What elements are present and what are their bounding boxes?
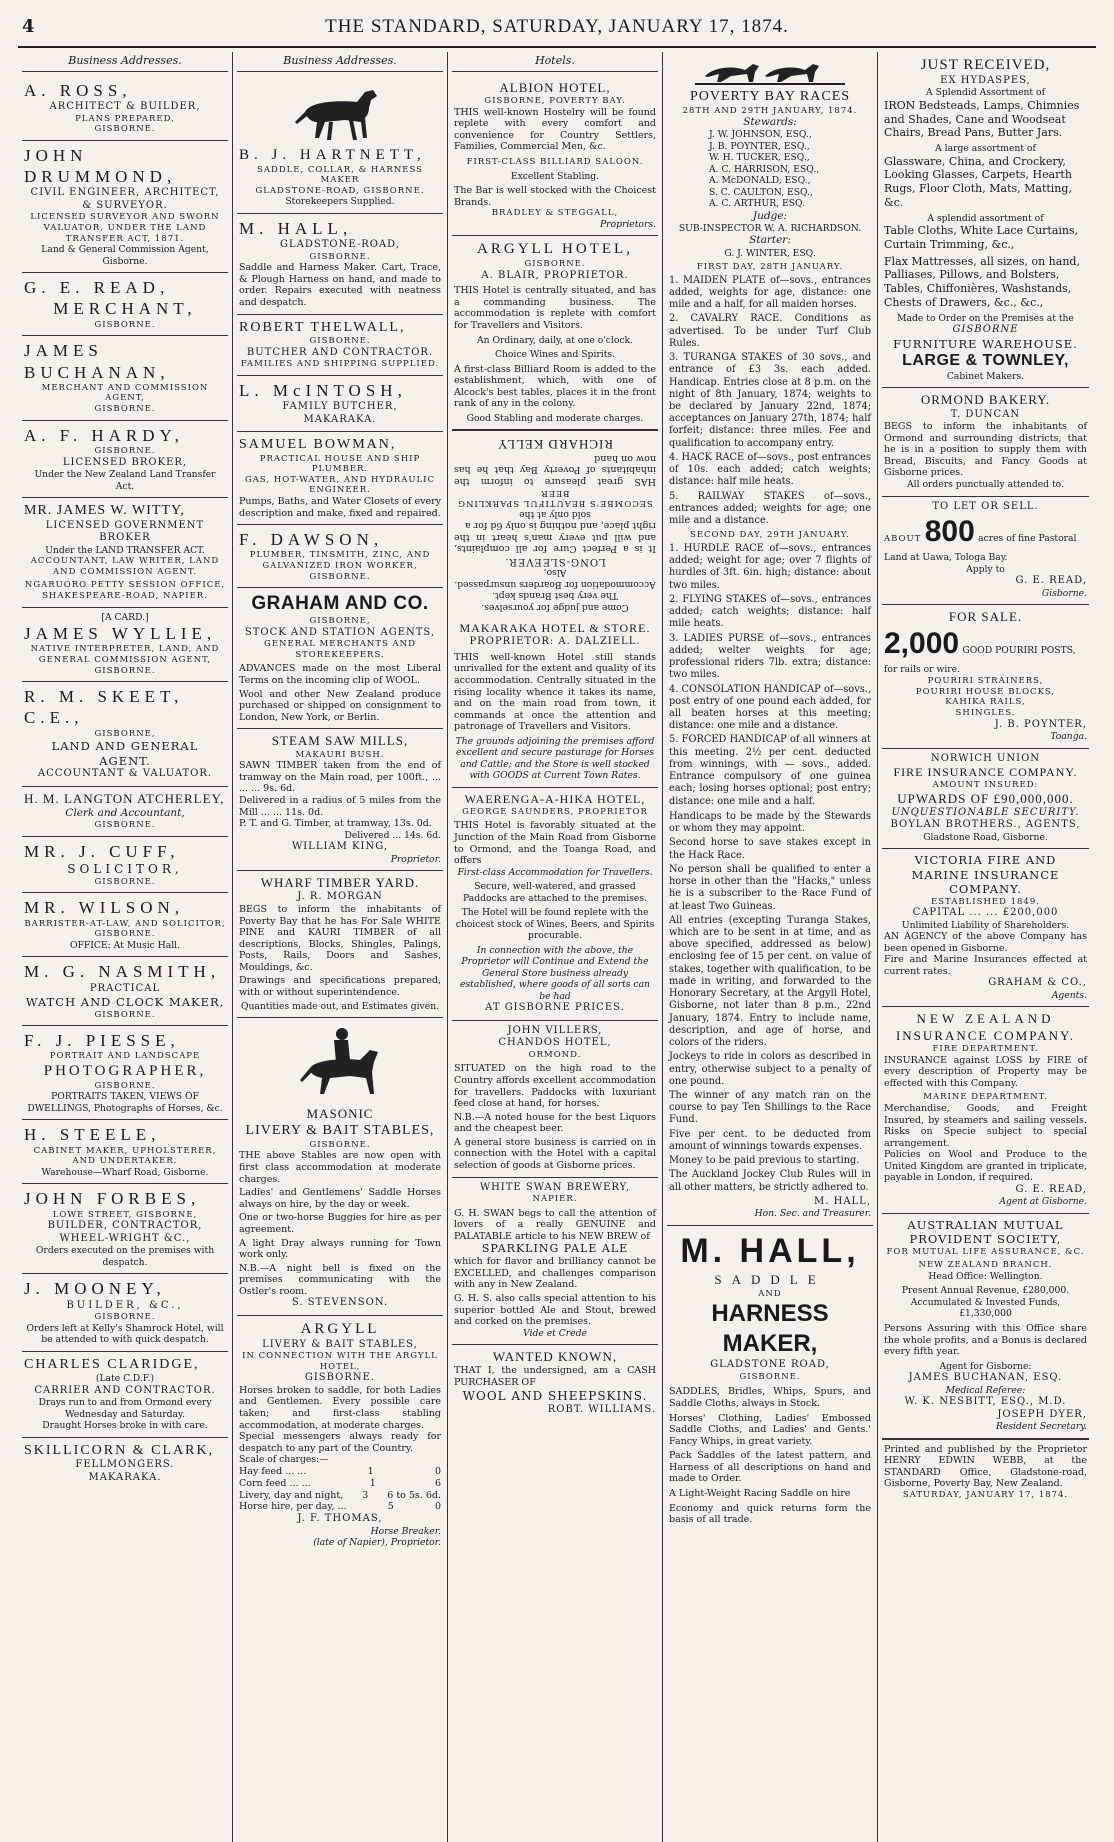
- race-item: 5. FORCED HANDICAP of all winners at this meeting. 2½ per cent. deducted from winnings, with — sovs., added. Entrance compulsory of one guinea each; losing horses optional; post entry; distance: one mile and a half.: [669, 734, 871, 807]
- ad-wanted: WANTED KNOWN, THAT I, the undersigned, am a CASH PURCHASER OF WOOL AND SHEEPSKINS. ROBT. WILLIAMS.: [454, 1349, 656, 1415]
- ad-cuff: MR. J. CUFF, SOLICITOR, GISBORNE.: [22, 837, 228, 894]
- ad-ross: A. ROSS, ARCHITECT & BUILDER, PLANS PREPARED, GISBORNE.: [22, 76, 228, 141]
- price-row: [239, 1490, 441, 1502]
- column-heading: Business Addresses.: [22, 52, 228, 72]
- ad-makaraka-hotel: MAKARAKA HOTEL & STORE. PROPRIETOR: A. DALZIELL. THIS well-known Hotel still stands unrivalled for the extent and quality of its accommodation. Centrally situated in the rising locality whence it takes its name, and on the main road from town, it commands at once the attention and patronage of Travellers and Visitors. The grounds adjoining the premises afford excellent and secure pasturage for Horses and Cattle; and the Store is well stocked with GOODS at Current Town Rates.: [452, 617, 658, 788]
- race-note: Handicaps to be made by the Stewards or whom they may appoint.: [669, 810, 871, 835]
- ad-skeet: R. M. SKEET, C.E., GISBORNE, LAND AND GENERAL AGENT. ACCOUNTANT & VALUATOR.: [22, 682, 228, 786]
- ad-skillicorn: SKILLICORN & CLARK, FELLMONGERS. MAKARAKA.: [24, 1442, 215, 1483]
- race-item: 5. RAILWAY STAKES of—sovs., entrances added; weights for age; one mile and a distance.: [669, 490, 871, 527]
- ad-amp-society: AUSTRALIAN MUTUAL PROVIDENT SOCIETY, FOR MUTUAL LIFE ASSURANCE, &C. NEW ZEALAND BRANCH. Head Office: Wellington. Present Annual Revenue, £280,000. Accumulated & Invested Funds, £1,330,000 Persons Assuring with this Office share the whole profits, and a Bonus is declared every fifth year. Agent for Gisborne: JAMES BUCHANAN, ESQ. Medical Referee: W. K. NESBITT, ESQ., M.D. JOSEPH DYER, Resident Secretary.: [882, 1214, 1089, 1439]
- page-number: 4: [22, 16, 35, 37]
- ad-kelly-inverted: Come and judge for yourselves. The very best Brands kept. Accommodation for Boarders unsurpassed. Also, LONG-SLEEVER. It is a Perfect Cure for all complaints, and will put every man's heart in the right place, and nothing is only 6d for a sold only at the SECOMBE'S BEAUTIFUL SPARKLING BEER HAS great pleasure to inform the inhabitants of Poverty Bay that he has now on hand RICHARD KELLY: [452, 430, 658, 617]
- ad-for-sale: FOR SALE. 2,000 GOOD POURIRI POSTS, for rails or wire. POURIRI STRAINERS, POURIRI HOUSE BLOCKS, KAHIKA RAILS, SHINGLES. J. B. POYNTER, Toanga.: [882, 605, 1089, 748]
- ad-piesse: F. J. PIESSE, PORTRAIT AND LANDSCAPE PHOTOGRAPHER, GISBORNE. PORTRAITS TAKEN, VIEWS OF DWELLINGS, Photographs of Horses, &c.: [22, 1026, 228, 1120]
- column-4: [663, 52, 878, 1842]
- ad-white-swan: WHITE SWAN BREWERY, NAPIER. G. H. SWAN begs to call the attention of lovers of a really GENUINE and PALATABLE article to his NEW BREW of SPARKLING PALE ALE which for flavor and brilliancy cannot be EXCELLED, and challenges comparison with any in New Zealand. G. H. S. also calls special attention to his superior bottled Ale and Stout, brewed and corked on the premises. Vide et Crede: [452, 1178, 658, 1346]
- day1-races: [669, 275, 871, 528]
- ad-bowman: SAMUEL BOWMAN, PRACTICAL HOUSE AND SHIP PLUMBER. GAS, HOT-WATER, AND HYDRAULIC ENGINEER. Pumps, Baths, and Water Closets of every description and make, fixed and repaired.: [237, 432, 443, 525]
- price-s: 1: [367, 1465, 374, 1477]
- steward-item: S. C. CAULTON, ESQ.,: [709, 186, 813, 198]
- ad-victoria-insurance: VICTORIA FIRE AND MARINE INSURANCE COMPANY. ESTABLISHED 1849. CAPITAL ... ... £200,000 Unlimited Liability of Shareholders. AN AGENCY of the above Company has been opened in Gisborne. Fire and Marine Insurances effected at current rates. GRAHAM & CO., Agents.: [882, 849, 1089, 1007]
- ad-sawmills: STEAM SAW MILLS, MAKAURI BUSH. SAWN TIMBER taken from the end of tramway on the Main road, per 100ft., ... ... ... 9s. 6d. Delivered in a radius of 5 miles from the Mill ... ... 11s. 0d. P. T. and G. Timber, at tramway, 13s. 0d. Delivered ... 14s. 6d. WILLIAM KING, Proprietor.: [237, 729, 443, 871]
- ad-graham: GRAHAM AND CO. GISBORNE, STOCK AND STATION AGENTS, GENERAL MERCHANTS AND STOREKEEPERS. ADVANCES made on the most Liberal Terms on the incoming clip of WOOL. Wool and other New Zealand produce purchased or shipped on consignment to London, New York, or Berlin.: [237, 588, 443, 729]
- race-item: 1. MAIDEN PLATE of—sovs., entrances added, weights for age, distance: one mile and a half, for all maiden horses.: [669, 274, 871, 311]
- ad-buchanan: JAMES BUCHANAN, MERCHANT AND COMMISSION AGENT, GISBORNE.: [22, 336, 228, 420]
- price-d: 0: [434, 1501, 441, 1513]
- ad-steele: H. STEELE, CABINET MAKER, UPHOLSTERER, AND UNDERTAKER. Warehouse—Wharf Road, Gisborne.: [22, 1120, 228, 1184]
- race-note: The winner of any match ran on the course to pay Ten Shillings to the Race Fund.: [669, 1090, 871, 1126]
- rider-illustration: [239, 1024, 441, 1104]
- ad-just-received: JUST RECEIVED, EX HYDASPES, A Splendid Assortment of IRON Bedsteads, Lamps, Chimnies and Shades, Cane and Woodseat Chairs, Bread Pans, Butter Jars. A large assortment of Glassware, China, and Crockery, Looking Glasses, Carpets, Hearth Rugs, Floor Cloth, Mats, Matting, &c. A splendid assortment of Table Cloths, White Lace Curtains, Curtain Trimming, &c., Flax Mattresses, all sizes, on hand, Palliases, Pillows, and Bolsters, Tables, Chiffonières, Washstands, Chests of Drawers, &c., &c., Made to Order on the Premises at the GISBORNE FURNITURE WAREHOUSE. LARGE & TOWNLEY, Cabinet Makers.: [882, 52, 1089, 388]
- steward-item: A. C. ARTHUR, ESQ.: [709, 198, 806, 210]
- ad-norwich-union: NORWICH UNION FIRE INSURANCE COMPANY. AMOUNT INSURED: UPWARDS OF £90,000,000. UNQUESTIONABLE SECURITY. BOYLAN BROTHERS., AGENTS, Gladstone Road, Gisborne.: [882, 749, 1089, 850]
- ad-drummond: JOHN DRUMMOND, CIVIL ENGINEER, ARCHITECT, & SURVEYOR. LICENSED SURVEYOR AND SWORN VALUATOR, UNDER THE LAND TRANSFER ACT, 1871. Land & General Commission Agent, Gisborne.: [22, 141, 228, 273]
- race-horses-illustration: [669, 58, 871, 86]
- column-3: Hotels. ALBION HOTEL, GISBORNE, POVERTY BAY. THIS well-known Hostelry will be found replete with every comfort and convenience for Country Settlers, Families, Commercial Men, &c. FIRST-CLASS BILLIARD SALOON. Excellent Stabling. The Bar is well stocked with the Choicest Brands. BRADLEY & STEGGALL, Proprietors. ARGYLL HOTEL, GISBORNE. A. BLAIR, PROPRIETOR. THIS Hotel is centrally situated, and has a commanding business. The accommodation is replete with comfort for Travellers and Visitors. An Ordinary, daily, at one o'clock. Choice Wines and Spirits. A first-class Billiard Room is added to the establishment, which, with one of Alcock's best tables, places it in the front rank of any in the colony. Good Stabling and moderate charges. Come and judge for yourselves. The very best Brands kept. Accommodation for Boarders unsurpassed. Also, LONG-SLEEVER. It is a Perfect Cure for all complaints, and will put every man's heart in the right place, and nothing is only 6d for a sold only at the SECOMBE'S BEAUTIFUL SPARKLING BEER HAS great pleasure to inform the inhabitants of Poverty Bay that he has now on hand RICHARD KELLY MAKARAKA HOTEL & STORE. PROPRIETOR: A. DALZIELL. THIS well-known Hotel still stands unrivalled for the extent and quality of its accommodation. Centrally situated in the rising locality whence it takes its name, and on the main road from town, it commands at once the attention and patronage of Travellers and Visitors. The grounds adjoining the premises afford excellent and secure pasturage for Horses and Cattle; and the Store is well stocked with GOODS at Current Town Rates. WAERENGA-A-HIKA HOTEL, GEORGE SAUNDERS, PROPRIETOR THIS Hotel is favorably situated at the Junction of the Main Road from Gisborne to Ormond, and the Toanga Road, and offers First-class Accommodation for Travellers. Secure, well-watered, and grassed Paddocks are attached to the premises. The Hotel will be found replete with the choicest stock of Wines, Beers, and Spirits procurable. In connection with the above, the Proprietor will Continue and Extend the General Store business already established, where goods of all sorts can be had AT GISBORNE PRICES. JOHN VILLERS, CHANDOS HOTEL, ORMOND. SITUATED on the high road to the Country affords excellent accommodation for travellers. Paddocks with luxuriant feed close at hand, for horses. N.B.—A noted house for the best Liquors and the cheapest beer. A general store business is carried on in connection with the Hotel with a capital selection of goods at Gisborne prices. WHITE SWAN BREWERY, NAPIER. G. H. SWAN begs to call the attention of lovers of a really GENUINE and PALATABLE article to his NEW BREW of SPARKLING PALE ALE which for flavor and brilliancy cannot be EXCELLED, and challenges comparison with any in New Zealand. G. H. S. also calls special attention to his superior bottled Ale and Stout, brewed and corked on the premises. Vide et Crede WANTED KNOWN, THAT I, the undersigned, am a CASH PURCHASER OF WOOL AND SHEEPSKINS. ROBT. WILLIAMS.: [448, 52, 663, 1842]
- race-note: All entries (excepting Turanga Stakes, which are to be sent in at time, and as above specified, addressed as below) enclosing fee of 15 per cent. on value of stakes, together with qualification, to be made in writing, and forwarded to the Honorary Secretary, at the Argyll Hotel, Gisborne, not later than 8 p.m., 22nd January, 1874. Entry to include name, description, and age of horse, and colors of the riders.: [669, 914, 871, 1049]
- ad-read: G. E. READ, MERCHANT, GISBORNE.: [22, 273, 228, 336]
- steward-item: J. B. POYNTER, ESQ.,: [709, 140, 810, 152]
- steward-item: A. McDONALD, ESQ.,: [709, 175, 811, 187]
- imprint: Printed and published by the Proprietor HENRY EDWIN WEBB, at the STANDARD Office, Gladstone-road, Gisborne, Poverty Bay, New Zealand. SATURDAY, JANUARY 17, 1874.: [882, 1439, 1089, 1506]
- race-note: Second horse to save stakes except in the Hack Race.: [669, 837, 871, 861]
- ad-hardy: A. F. HARDY, GISBORNE. LICENSED BROKER, Under the New Zealand Land Transfer Act.: [22, 421, 228, 498]
- steward-item: J. W. JOHNSON, ESQ.,: [709, 129, 812, 141]
- day2-races: [669, 543, 871, 808]
- ad-mcintosh: L. McINTOSH, FAMILY BUTCHER, MAKARAKA.: [237, 376, 443, 432]
- race-note: Five per cent. to be deducted from amount of winnings towards expenses.: [669, 1128, 871, 1152]
- ad-mooney: J. MOONEY, BUILDER, &C., GISBORNE. Orders left at Kelly's Shamrock Hotel, will be attended to with quick despatch.: [22, 1274, 228, 1351]
- ad-claridge: CHARLES CLARIDGE, (Late C.D.F.) CARRIER AND CONTRACTOR. Drays run to and from Ormond every Wednesday and Saturday. Draught Horses broke in with care.: [22, 1352, 228, 1438]
- column-5: [878, 52, 1093, 1842]
- masthead: [18, 14, 1096, 48]
- column-2: Business Addresses. B. J. HARTNETT, SADDLE, COLLAR, & HARNESS MAKER GLADSTONE-ROAD, GISBORNE. Storekeepers Supplied. M. HALL, GLADSTONE-ROAD, GISBORNE. Saddle and Harness Maker. Cart, Trace, & Plough Harness on hand, and made to order. Repairs executed with neatness and despatch. ROBERT THELWALL, GISBORNE. BUTCHER AND CONTRACTOR. FAMILIES AND SHIPPING SUPPLIED. L. McINTOSH, FAMILY BUTCHER, MAKARAKA. SAMUEL BOWMAN, PRACTICAL HOUSE AND SHIP PLUMBER. GAS, HOT-WATER, AND HYDRAULIC ENGINEER. Pumps, Baths, and Water Closets of every description and make, fixed and repaired. F. DAWSON, PLUMBER, TINSMITH, ZINC, AND GALVANIZED IRON WORKER, GISBORNE. GRAHAM AND CO. GISBORNE, STOCK AND STATION AGENTS, GENERAL MERCHANTS AND STOREKEEPERS. ADVANCES made on the most Liberal Terms on the incoming clip of WOOL. Wool and other New Zealand produce purchased or shipped on consignment to London, New York, or Berlin. STEAM SAW MILLS, MAKAURI BUSH. SAWN TIMBER taken from the end of tramway on the Main road, per 100ft., ... ... ... 9s. 6d. Delivered in a radius of 5 miles from the Mill ... ... 11s. 0d. P. T. and G. Timber, at tramway, 13s. 0d. Delivered ... 14s. 6d. WILLIAM KING, Proprietor. WHARF TIMBER YARD. J. R. MORGAN BEGS to inform the inhabitants of Poverty Bay that he has For Sale WHITE PINE and KAURI TIMBER of all descriptions, Blocks, Shingles, Palings, Posts, Rails, Doors and Sashes, Mouldings, &c. Drawings and specifications prepared, with or without superintendence. Quantities made out, and Estimates given. MASONIC LIVERY & BAIT STABLES, GISBORNE. THE above Stables are now open with first class accommodation at moderate charges. Ladies' and Gentlemens' Saddle Horses always on hire, by the day or week. One or two-horse Buggies for hire as per agreement. A light Dray always running for Town work only. N.B.—A night bell is fixed on the premises communicating with the Ostler's room. S. STEVENSON. ARGYLL LIVERY & BAIT STABLES, IN CONNECTION WITH THE ARGYLL HOTEL, GISBORNE. Horses broken to saddle, for both Ladies and Gentlemen. Every possible care taken; and first-class stabling accommodation, at moderate charges. Special messengers always ready for despatch to any part of the Country. Scale of charges:— Hay feed ... ... 1 0 Corn feed ... ... 1 6 Livery, day and night, 3 6 to 5s. 6d. Horse hire, per day, ... 5 0 J. F. THOMAS, Horse Breaker. (late of Napier), Proprietor.: [233, 52, 448, 1842]
- ad-argyll-hotel: ARGYLL HOTEL, GISBORNE. A. BLAIR, PROPRIETOR. THIS Hotel is centrally situated, and has a commanding business. The accommodation is replete with comfort for Travellers and Visitors. An Ordinary, daily, at one o'clock. Choice Wines and Spirits. A first-class Billiard Room is added to the establishment, which, with one of Alcock's best tables, places it in the front rank of any in the colony. Good Stabling and moderate charges.: [452, 236, 658, 430]
- price-d: 6 to 5s. 6d.: [387, 1489, 441, 1501]
- ad-dawson: F. DAWSON, PLUMBER, TINSMITH, ZINC, AND GALVANIZED IRON WORKER, GISBORNE.: [237, 525, 443, 588]
- ad-mhall-saddle: M. HALL, SADDLE AND HARNESS MAKER, GLADSTONE ROAD, GISBORNE. SADDLES, Bridles, Whips, Spurs, and Saddle Cloths, always in Stock. Horses' Clothing, Ladies' Embossed Saddle Cloths, and Ladies' and Gents.' Fancy Whips, in great variety. Pack Saddles of the latest pattern, and Harness of all descriptions on hand and made to Order. A Light-Weight Racing Saddle on hire Economy and quick returns form the basis of all trade.: [669, 1231, 871, 1526]
- column-1: [18, 52, 233, 1842]
- price-item: Hay feed ... ...: [239, 1465, 307, 1477]
- horse-illustration: [239, 82, 441, 144]
- race-item: 3. TURANGA STAKES of 30 sovs., and entrance of £3 3s. each added. Handicap. Entries close at 8 p.m. on the night of 8th January, 1874; weights to be declared by January 22nd, 1874; acceptances on January 27th, 1874; half forfeit; distance: three miles. Fee and qualification to accompany entry.: [669, 352, 871, 449]
- price-s: 5: [387, 1501, 394, 1513]
- ad-masonic-stables: MASONIC LIVERY & BAIT STABLES, GISBORNE. THE above Stables are now open with first class accommodation at moderate charges. Ladies' and Gentlemens' Saddle Horses always on hire, by the day or week. One or two-horse Buggies for hire as per agreement. A light Dray always running for Town work only. N.B.—A night bell is fixed on the premises communicating with the Ostler's room. S. STEVENSON.: [237, 1018, 443, 1316]
- ad-name: A. ROSS,: [24, 80, 132, 100]
- ad-albion-hotel: ALBION HOTEL, GISBORNE, POVERTY BAY. THIS well-known Hostelry will be found replete with every comfort and convenience for Country Settlers, Families, Commercial Men, &c. FIRST-CLASS BILLIARD SALOON. Excellent Stabling. The Bar is well stocked with the Choicest Brands. BRADLEY & STEGGALL, Proprietors.: [452, 76, 658, 237]
- race-item: 2. CAVALRY RACE. Conditions as advertised. To be under Turf Club Rules.: [669, 313, 871, 349]
- race-item: 2. FLYING STAKES of—sovs., entrances added; catch weights; distance: half mile heats.: [669, 593, 871, 630]
- price-item: Corn feed ... ...: [239, 1477, 311, 1489]
- ad-hall: M. HALL, GLADSTONE-ROAD, GISBORNE. Saddle and Harness Maker. Cart, Trace, & Plough Harness on hand, and made to order. Repairs executed with neatness and despatch.: [237, 214, 443, 315]
- race-note: The Auckland Jockey Club Rules will in all other matters, be strictly adhered to.: [669, 1169, 871, 1193]
- race-note: No person shall be qualified to enter a horse in other than the "Hacks," unless he is a subscriber to the Race Fund of at least Two Guineas.: [669, 863, 871, 912]
- stewards-list: [669, 129, 871, 210]
- columns: [18, 52, 1096, 1842]
- price-row: [239, 1478, 441, 1490]
- price-item: Livery, day and night,: [239, 1489, 344, 1501]
- race-notes: [669, 811, 871, 1194]
- ad-argyll-stables: ARGYLL LIVERY & BAIT STABLES, IN CONNECTION WITH THE ARGYLL HOTEL, GISBORNE. Horses broken to saddle, for both Ladies and Gentlemen. Every possible care taken; and first-class stabling accommodation, at moderate charges. Special messengers always ready for despatch to any part of the Country. Scale of charges:— Hay feed ... ... 1 0 Corn feed ... ... 1 6 Livery, day and night, 3 6 to 5s. 6d. Horse hire, per day, ... 5 0 J. F. THOMAS, Horse Breaker. (late of Napier), Proprietor.: [239, 1320, 441, 1549]
- ad-forbes: JOHN FORBES, LOWE STREET, GISBORNE, BUILDER, CONTRACTOR, WHEEL-WRIGHT &C., Orders executed on the premises with despatch.: [22, 1184, 228, 1274]
- race-note: Jockeys to ride in colors as described in entry, otherwise subject to a penalty of one pound.: [669, 1051, 871, 1087]
- ad-hartnett: B. J. HARTNETT, SADDLE, COLLAR, & HARNESS MAKER GLADSTONE-ROAD, GISBORNE. Storekeepers Supplied.: [237, 76, 443, 214]
- ad-nz-insurance: NEW ZEALAND INSURANCE COMPANY. FIRE DEPARTMENT. INSURANCE against LOSS by FIRE of every description of Property may be effected with this Company. MARINE DEPARTMENT. Merchandise, Goods, and Freight Insured, by steamers and sailing vessels. Risks on Specie subject to special arrangement. Policies on Wool and Produce to the United Kingdom are granted in triplicate, payable in London, if required. G. E. READ, Agent at Gisborne.: [882, 1007, 1089, 1214]
- steward-item: W. H. TUCKER, ESQ.,: [709, 152, 810, 164]
- price-row: [239, 1501, 441, 1513]
- price-table: [239, 1466, 441, 1514]
- price-item: Horse hire, per day, ...: [239, 1501, 347, 1513]
- ad-to-let: TO LET OR SELL. ABOUT 800 acres of fine Pastoral Land at Uawa, Tologa Bay. Apply to G. E. READ, Gisborne.: [882, 497, 1089, 606]
- ad-wyllie: [A CARD.] JAMES WYLLIE, NATIVE INTERPRETER, LAND, AND GENERAL COMMISSION AGENT, GISBORNE.: [22, 608, 228, 683]
- price-d: 0: [434, 1465, 441, 1477]
- race-note: Money to be paid previous to starting.: [669, 1155, 860, 1167]
- price-s: 1: [369, 1477, 376, 1489]
- race-item: 4. HACK RACE of—sovs., post entrances of 10s. each added; catch weights; distance: half mile heats.: [669, 451, 871, 488]
- race-item: 1. HURDLE RACE of—sovs., entrances added; weight for age; over 7 flights of hurdles of 3ft. 6in. high; distance: about two miles.: [669, 542, 871, 591]
- masthead-title: THE STANDARD, SATURDAY, JANUARY 17, 1874.: [325, 16, 789, 37]
- race-item: 3. LADIES PURSE of—sovs., entrances added; welter weights for age; professional riders 7lb. extra; distance: two miles.: [669, 632, 871, 681]
- price-s: 3: [362, 1489, 369, 1501]
- ad-wharf-timber: WHARF TIMBER YARD. J. R. MORGAN BEGS to inform the inhabitants of Poverty Bay that he has For Sale WHITE PINE and KAURI TIMBER of all descriptions, Blocks, Shingles, Palings, Posts, Rails, Doors and Sashes, Mouldings, &c. Drawings and specifications prepared, with or without superintendence. Quantities made out, and Estimates given.: [237, 871, 443, 1018]
- ad-chandos-hotel: JOHN VILLERS, CHANDOS HOTEL, ORMOND. SITUATED on the high road to the Country affords excellent accommodation for travellers. Paddocks with luxuriant feed close at hand, for horses. N.B.—A noted house for the best Liquors and the cheapest beer. A general store business is carried on in connection with the Hotel with a capital selection of goods at Gisborne prices.: [452, 1021, 658, 1178]
- price-d: 6: [434, 1477, 441, 1489]
- ad-witty: MR. JAMES W. WITTY, LICENSED GOVERNMENT BROKER Under the LAND TRANSFER ACT. ACCOUNTANT, LAW WRITER, LAND AND COMMISSION AGENT. NGARUORO PETTY SESSION OFFICE, SHAKESPEARE-ROAD, NAPIER.: [22, 498, 228, 608]
- ad-atcherley: H. M. LANGTON ATCHERLEY, Clerk and Accountant, GISBORNE.: [22, 787, 228, 837]
- price-row: [239, 1466, 441, 1478]
- race-item: 4. CONSOLATION HANDICAP of—sovs., post entry of one pound each added, for all beaten horses at this meeting; distance: one mile and a distance.: [669, 683, 871, 732]
- ad-wilson: MR. WILSON, BARRISTER-AT-LAW, AND SOLICITOR, GISBORNE. OFFICE: At Music Hall.: [22, 893, 228, 957]
- ad-waerenga-hotel: WAERENGA-A-HIKA HOTEL, GEORGE SAUNDERS, PROPRIETOR THIS Hotel is favorably situated at the Junction of the Main Road from Gisborne to Ormond, and the Toanga Road, and offers First-class Accommodation for Travellers. Secure, well-watered, and grassed Paddocks are attached to the premises. The Hotel will be found replete with the choicest stock of Wines, Beers, and Spirits procurable. In connection with the above, the Proprietor will Continue and Extend the General Store business already established, where goods of all sorts can be had AT GISBORNE PRICES.: [452, 788, 658, 1021]
- ad-ormond-bakery: ORMOND BAKERY. T. DUNCAN BEGS to inform the inhabitants of Ormond and surrounding districts, that he is in a position to supply them with Bread, Biscuits, and Fancy Goods at Gisborne prices. All orders punctually attended to.: [882, 388, 1089, 496]
- ad-races: POVERTY BAY RACES 28TH AND 29TH JANUARY, 1874. Stewards: J. W. JOHNSON, ESQ., J. B. POYNTER, ESQ., W. H. TUCKER, ESQ., A. C. HARRISON, ESQ., A. McDONALD, ESQ., S. C. CAULTON, ESQ., A. C. ARTHUR, ESQ. Judge: SUB-INSPECTOR W. A. RICHARDSON. Starter: G. J. WINTER, ESQ. FIRST DAY, 28TH JANUARY. 1. MAIDEN PLATE of—sovs., entrances added, weights for age, distance: one mile and a half, for all maiden horses. 2. CAVALRY RACE. Conditions as advertised. To be under Turf Club Rules. 3. TURANGA STAKES of 30 sovs., and entrance of £3 3s. each added. Handicap. Entries close at 8 p.m. on the night of 8th January, 1874; weights to be declared by January 22nd, 1874; acceptances on January 27th, 1874; half forfeit; distance: three miles. Fee and qualification to accompany entry. 4. HACK RACE of—sovs., post entrances of 10s. each added; catch weights; distance: half mile heats. 5. RAILWAY STAKES of—sovs., entrances added; weights for age; one mile and a distance. SECOND DAY, 29TH JANUARY. 1. HURDLE RACE of—sovs., entrances added; weight for age; over 7 flights of hurdles of 3ft. 6in. high; distance: about two miles. 2. FLYING STAKES of—sovs., entrances added; catch weights; distance: half mile heats. 3. LADIES PURSE of—sovs., entrances added; welter weights for age; professional riders 7lb. extra; distance: two miles. 4. CONSOLATION HANDICAP of—sovs., post entry of one pound each added, for all beaten horses at this meeting; distance: one mile and a distance. 5. FORCED HANDICAP of all winners at this meeting. 2½ per cent. deducted from winnings, with — sovs., added. Entrance compulsory of one guinea each; losing horses optional; post entry; distance: one mile and a half. Handicaps to be made by the Stewards or whom they may appoint. Second horse to save stakes except in the Hack Race. No person shall be qualified to enter a horse in other than the "Hacks," unless he is a subscriber to the Race Fund of at least Two Guineas. All entries (excepting Turanga Stakes, which are to be sent in at time, and as above specified, addressed as below) enclosing fee of 15 per cent. on value of stakes, together with qualification, to be made in writing, and forwarded to the Honorary Secretary, at the Argyll Hotel, Gisborne, not later than 8 p.m., 22nd January, 1874. Entry to include name, description, and age of horse, and colors of the riders. Jockeys to ride in colors as described in entry, otherwise subject to a penalty of one pound. The winner of any match ran on the course to pay Ten Shillings to the Race Fund. Five per cent. to be deducted from amount of winnings towards expenses. Money to be paid previous to starting. The Auckland Jockey Club Rules will in all other matters, be strictly adhered to. M. HALL, Hon. Sec. and Treasurer.: [667, 52, 873, 1226]
- ad-nasmith: M. G. NASMITH, PRACTICAL WATCH AND CLOCK MAKER, GISBORNE.: [22, 957, 228, 1026]
- steward-item: A. C. HARRISON, ESQ.,: [709, 163, 820, 175]
- ad-thelwall: ROBERT THELWALL, GISBORNE. BUTCHER AND CONTRACTOR. FAMILIES AND SHIPPING SUPPLIED.: [237, 315, 443, 376]
